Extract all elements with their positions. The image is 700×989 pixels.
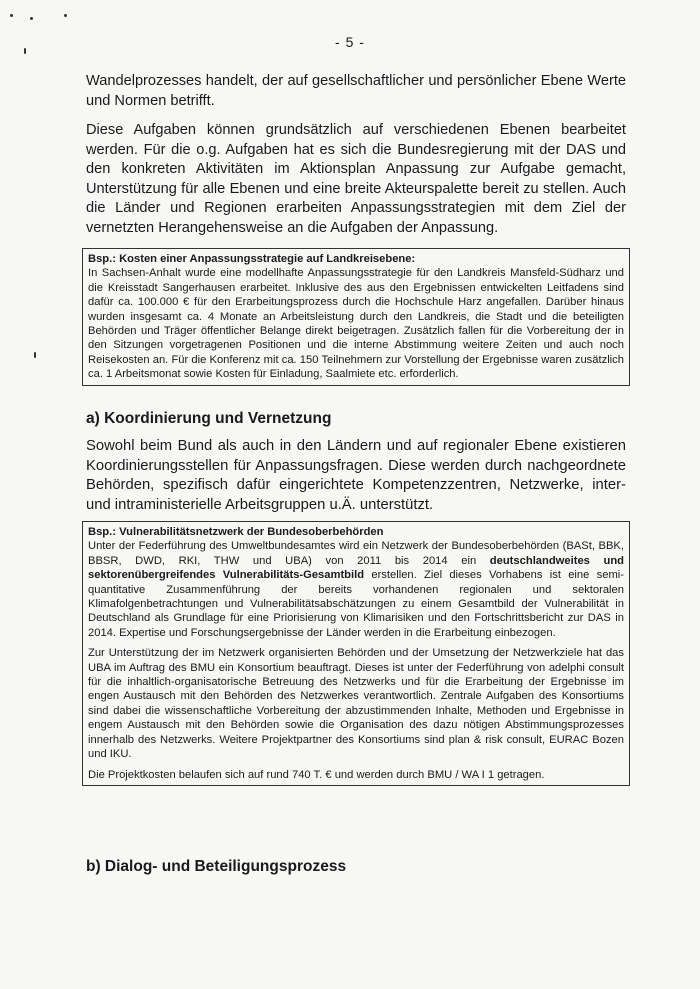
page-number: - 5 - — [335, 34, 365, 50]
section-heading-b: b) Dialog- und Beteiligungsprozess — [86, 858, 347, 875]
example-box-costs — [82, 248, 630, 386]
example-box-title: Bsp.: Kosten einer Anpassungsstrategie auf Landkreisebene: — [88, 253, 416, 265]
intro-paragraph-1: Wandelprozesses handelt, der auf gesellschaftlicher und persönlicher Ebene Werte und Normen betrifft. — [86, 73, 626, 109]
network-box-paragraph-2: Zur Unterstützung der im Netzwerk organisierten Behörden und der Umsetzung der Netzwerkziele hat das UBA im Auftrag des BMU ein Konsortium beauftragt. Dieses ist unter der Federführung von adelphi consult für die inhaltlich-organisatorische Betreuung des Netzwerks und für die Erarbeitung der Ergebnisse im engen Austausch mit den Behörden des Netzwerkes verantwortlich. Zentrale Aufgaben des Konsortiums sind dabei die wissenschaftliche Vorbereitung der abzustimmenden Inhalte, Methoden und Ergebnisse in engem Austausch mit den Behörden sowie die Organisation des dazu nötigen Abstimmungsprozesses innerhalb des Netzwerks. Weitere Projektpartner des Konsortiums sind plan & risk consult, EURAC Bozen und IKU. — [88, 647, 624, 761]
network-box-text-start: Unter der Federführung des Umweltbundesamtes wird ein Netzwerk der Bundesoberbehörden (BASt, BBK, BBSR, DWD, RKI, THW und UBA) von 2011 bis 2014 ein — [88, 540, 624, 567]
network-box-text-end: erstellen. Ziel dieses Vorhabens ist eine semi-quantitative Zusammenführung der bereits vorhandenen regionalen und sektoralen Klimafolgenbetrachtungen und Vulnerabilitätsabschätzungen zu einem Gesamtbild der Vulnerabilität in Deutschland als Grundlage für eine Priorisierung von Klimarisiken und den Fortschrittsbericht zur DAS in 2014. Expertise und Forschungsergebnisse der Länder werden in die Erarbeitung einbezogen. — [88, 569, 624, 639]
example-box-text: In Sachsen-Anhalt wurde eine modellhafte Anpassungsstrategie für den Landkreis Mansfeld-Südharz und die Kreisstadt Sangerhausen erarbeitet. Inklusive des aus den Ergebnissen entwickelten Leitfadens sind dafür ca. 100.000 € für den Erarbeitungsprozess durch die Hochschule Harz angefallen. Darüber hinaus wurden insgesamt ca. 4 Monate an Arbeitsleistung durch den Landkreis, die Stadt und die beteiligten Behörden und Träger öffentlicher Belange direkt beigetragen. Zusätzlich fallen für die Vorbereitung der in den Sitzungen vorgetragenen Positionen und die interne Abstimmung weitere Zeiten und auch noch Reisekosten an. Für die Konferenz mit ca. 150 Teilnehmern zur Vorstellung der Ergebnisse waren zusätzlich ca. 1 Arbeitsmonat sowie Kosten für Einladung, Saalmiete etc. erforderlich. — [88, 267, 624, 381]
scan-speck — [34, 352, 36, 358]
scan-speck — [10, 14, 13, 17]
example-box-network — [82, 521, 630, 786]
section-a-text — [86, 437, 626, 525]
intro-text — [86, 72, 626, 248]
section-a-paragraph: Sowohl beim Bund als auch in den Ländern und auf regionaler Ebene existieren Koordinierungsstellen für Anpassungsfragen. Diese werden durch nachgeordnete Behörden, spezifisch dafür eingerichtete Kompetenzzentren, Netzwerke, inter- und intraministerielle Arbeitsgruppen u.Ä. unterstützt. — [86, 438, 626, 513]
section-heading-a: a) Koordinierung und Vernetzung — [86, 410, 332, 427]
scan-speck — [30, 17, 33, 20]
intro-paragraph-2: Diese Aufgaben können grundsätzlich auf verschiedenen Ebenen bearbeitet werden. Für die o.g. Aufgaben hat es sich die Bundesregierung mit der DAS und den konkreten Aktivitäten im Aktionsplan Anpassung zur Aufgabe gemacht, Unterstützung für alle Ebenen und eine breite Akteurspalette bereit zu stellen. Auch die Länder und Regionen erarbeiten Anpassungsstrategien mit dem Ziel der vernetzten Herangehensweise an die Aufgaben der Anpassung. — [86, 122, 626, 236]
network-box-paragraph-3: Die Projektkosten belaufen sich auf rund 740 T. € und werden durch BMU / WA I 1 getragen. — [88, 768, 545, 781]
scan-speck — [64, 14, 67, 17]
network-box-highlight: deutschlandweites und sektorenübergreifendes Vulnerabilitäts-Gesamtbild — [88, 554, 625, 582]
network-box-title: Bsp.: Vulnerabilitätsnetzwerk der Bundesoberbehörden — [88, 526, 384, 538]
